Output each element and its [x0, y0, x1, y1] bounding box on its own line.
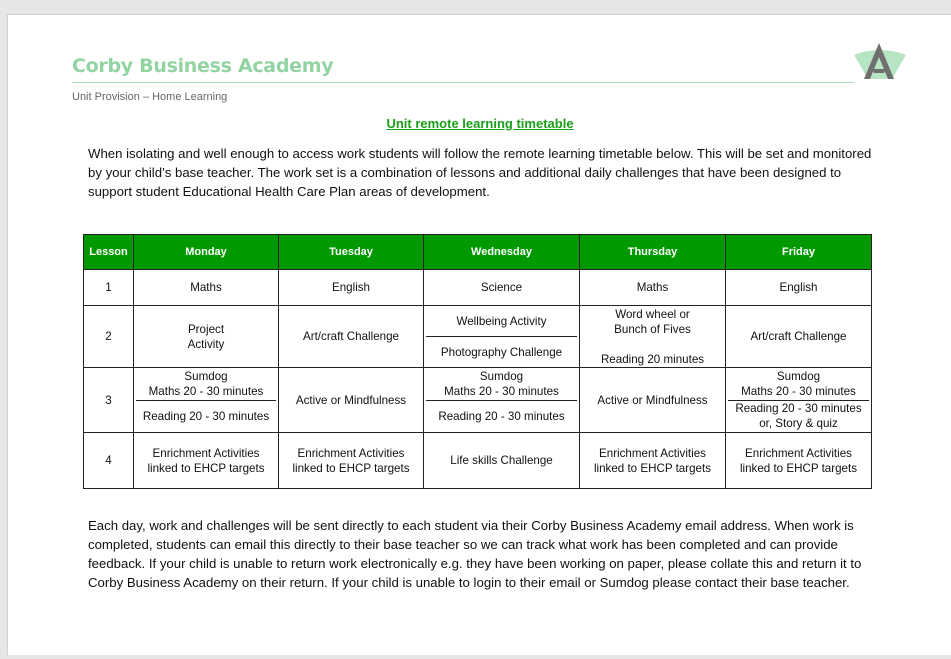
- header-lesson: Lesson: [84, 235, 134, 270]
- cell-line: Project: [187, 322, 225, 336]
- cell-line: Enrichment Activities: [297, 446, 405, 460]
- table-cell: Active or Mindfulness: [580, 368, 726, 433]
- table-cell: [279, 433, 424, 489]
- cell-line: Enrichment Activities: [745, 446, 852, 460]
- document-page: [7, 14, 951, 655]
- table-cell: Art/craft Challenge: [726, 306, 872, 368]
- header-divider: [72, 82, 854, 83]
- closing-paragraph: Each day, work and challenges will be sent directly to each student via their Corby Business Academy email address. When work is completed, students can email this directly to their base teacher so we can track what work has been completed and can provide feedback. If your child is unable to return work electronically e.g. they have been working on paper, please collate this and return it to Corby Business Academy on their return. If your child is unable to login to their email or Sumdog please contact their base teacher.: [88, 518, 862, 590]
- table-cell: English: [279, 270, 424, 306]
- table-cell: Active or Mindfulness: [279, 368, 424, 433]
- table-row: [84, 433, 872, 489]
- cell-line: Reading 20 - 30 minutes: [735, 402, 862, 416]
- table-cell: Maths: [580, 270, 726, 306]
- cell-line: linked to EHCP targets: [147, 461, 265, 475]
- document-title: Unit remote learning timetable: [386, 116, 574, 131]
- lesson-number: 1: [84, 270, 134, 306]
- academy-a-logo-icon: [848, 39, 910, 87]
- lesson-number: 4: [84, 433, 134, 489]
- cell-line: Activity: [187, 337, 225, 351]
- cell-line: Enrichment Activities: [599, 446, 706, 460]
- cell-group: [728, 401, 869, 433]
- document-subtitle: Unit Provision – Home Learning: [72, 91, 228, 103]
- header-thursday: Thursday: [580, 235, 726, 270]
- table-cell: [134, 306, 279, 368]
- table-cell: English: [726, 270, 872, 306]
- timetable-header-row: [84, 235, 872, 270]
- cell-line: Sumdog: [776, 369, 821, 383]
- table-cell: [134, 433, 279, 489]
- cell-line: Maths 20 - 30 minutes: [444, 384, 559, 398]
- cell-line: linked to EHCP targets: [739, 461, 858, 475]
- cell-group: [728, 368, 869, 401]
- table-cell: Science: [424, 270, 580, 306]
- lesson-number: 2: [84, 306, 134, 368]
- table-cell: [424, 368, 580, 433]
- cell-line: Reading 20 - 30 minutes: [438, 409, 565, 423]
- table-cell: [726, 368, 872, 433]
- header-wednesday: Wednesday: [424, 235, 580, 270]
- cell-line: Photography Challenge: [440, 345, 563, 359]
- cell-line: Reading 20 minutes: [600, 352, 705, 366]
- table-cell: [726, 433, 872, 489]
- table-cell: [580, 433, 726, 489]
- table-cell: [580, 306, 726, 368]
- table-row: [84, 270, 872, 306]
- cell-line: Sumdog: [479, 369, 524, 383]
- cell-group: [426, 368, 577, 401]
- cell-line: Maths 20 - 30 minutes: [741, 384, 856, 398]
- header-friday: Friday: [726, 235, 872, 270]
- cell-line: Bunch of Fives: [614, 322, 691, 336]
- cell-line: Enrichment Activities: [152, 446, 260, 460]
- cell-line: Sumdog: [184, 369, 228, 383]
- timetable: [83, 234, 872, 489]
- lesson-number: 3: [84, 368, 134, 433]
- table-cell: Maths: [134, 270, 279, 306]
- header-monday: Monday: [134, 235, 279, 270]
- cell-line: linked to EHCP targets: [593, 461, 712, 475]
- table-cell: Art/craft Challenge: [279, 306, 424, 368]
- cell-line: linked to EHCP targets: [292, 461, 410, 475]
- cell-line: Reading 20 - 30 minutes: [142, 409, 270, 423]
- cell-line: Wellbeing Activity: [426, 306, 577, 337]
- cell-line: or, Story & quiz: [759, 417, 838, 431]
- table-cell: Life skills Challenge: [424, 433, 580, 489]
- table-row: [84, 368, 872, 433]
- table-row: [84, 306, 872, 368]
- table-cell: [424, 306, 580, 368]
- org-name: Corby Business Academy: [72, 55, 334, 77]
- cell-group: [136, 368, 276, 401]
- header-tuesday: Tuesday: [279, 235, 424, 270]
- cell-line: Maths 20 - 30 minutes: [148, 384, 264, 398]
- intro-paragraph: When isolating and well enough to access work students will follow the remote learning timetable below. This will be set and monitored by your child’s base teacher. The work set is a combination of lessons and additional daily challenges that have been designed to support student Educational Health Care Plan areas of development.: [88, 146, 872, 199]
- cell-line: Word wheel or: [615, 307, 690, 321]
- table-cell: [134, 368, 279, 433]
